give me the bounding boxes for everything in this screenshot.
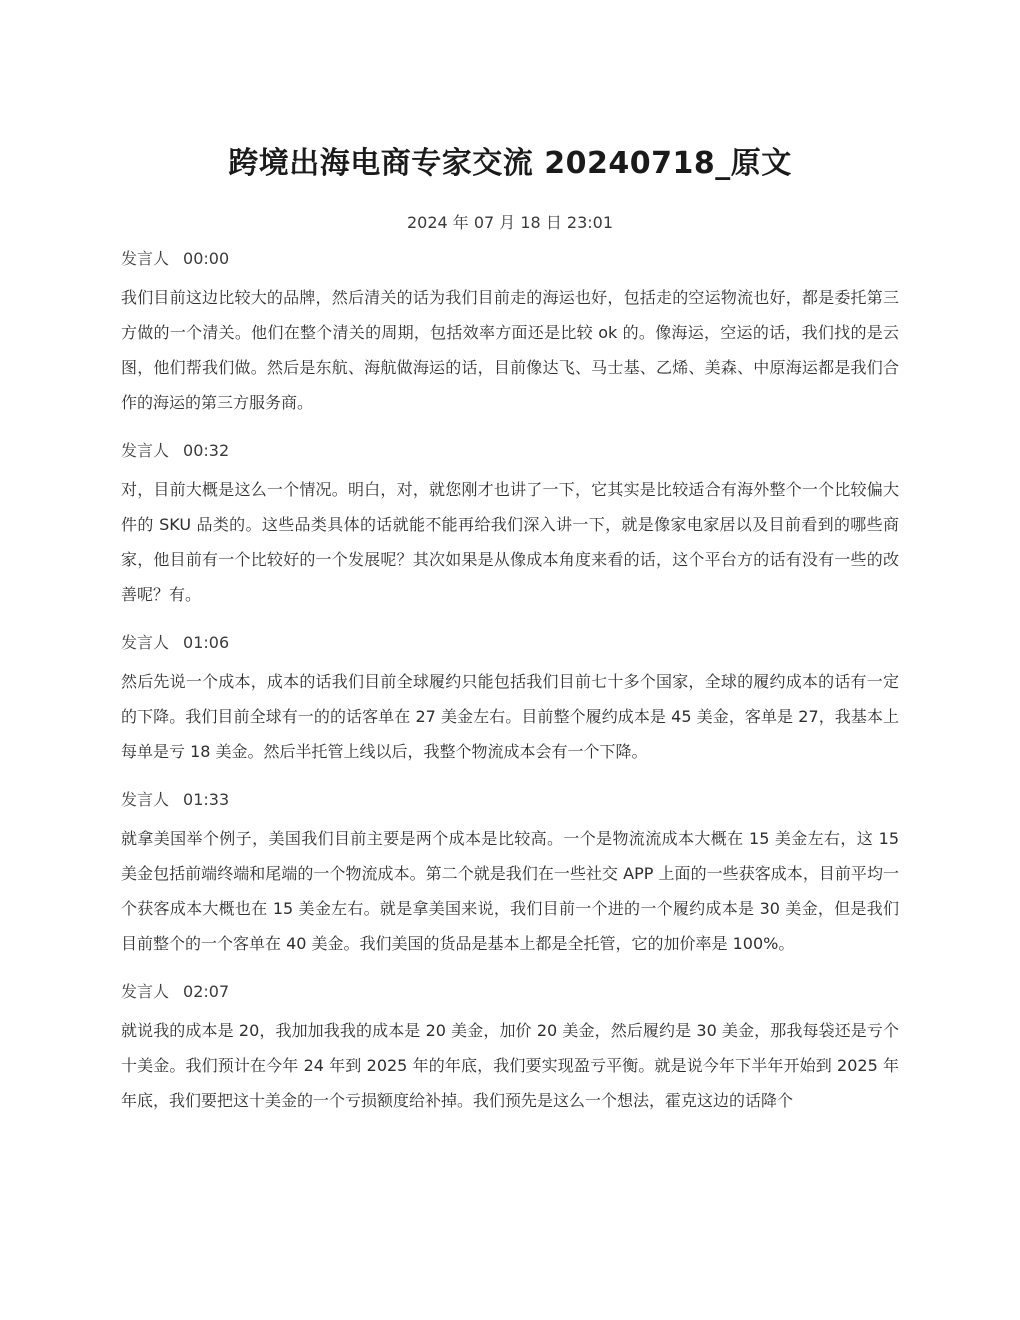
speaker-line — [121, 630, 899, 656]
transcript-segment — [121, 630, 899, 769]
speaker-label: 发言人 — [121, 982, 170, 1001]
transcript-segment — [121, 246, 899, 420]
timestamp: 01:33 — [183, 790, 230, 809]
speaker-line — [121, 979, 899, 1005]
speaker-line — [121, 787, 899, 813]
transcript-segment — [121, 787, 899, 961]
document-page — [121, 0, 899, 1320]
speaker-label: 发言人 — [121, 441, 170, 460]
speech-text: 就说我的成本是 20，我加加我我的成本是 20 美金，加价 20 美金，然后履约是 30 美金，那我每袋还是亏个十美金。我们预计在今年 24 年到 2025 年的年底，我们要实现盈亏平衡。就是说今年下半年开始到 2025 年年底，我们要把这十美金的一个亏损额度给补掉。我们预先是这么一个想法，霍克这边的话降个 — [121, 1021, 899, 1110]
timestamp: 00:32 — [183, 441, 230, 460]
transcript-segment — [121, 438, 899, 612]
speaker-label: 发言人 — [121, 790, 170, 809]
speech-text: 就拿美国举个例子，美国我们目前主要是两个成本是比较高。一个是物流流成本大概在 15 美金左右，这 15 美金包括前端终端和尾端的一个物流成本。第二个就是我们在一些社交 APP 上面的一些获客成本，目前平均一个获客成本大概也在 15 美金左右。就是拿美国来说，我们目前一个进的一个履约成本是 30 美金，但是我们目前整个的一个客单在 40 美金。我们美国的货品是基本上都是全托管，它的加价率是 100%。 — [121, 829, 899, 953]
document-date: 2024 年 07 月 18 日 23:01 — [406, 213, 614, 232]
transcript-segment — [121, 979, 899, 1118]
timestamp: 02:07 — [183, 982, 230, 1001]
speaker-line — [121, 246, 899, 272]
speaker-label: 发言人 — [121, 249, 170, 268]
speech-text: 然后先说一个成本，成本的话我们目前全球履约只能包括我们目前七十多个国家，全球的履约成本的话有一定的下降。我们目前全球有一的的话客单在 27 美金左右。目前整个履约成本是 45 美金，客单是 27，我基本上每单是亏 18 美金。然后半托管上线以后，我整个物流成本会有一个下降。 — [121, 672, 899, 761]
speaker-line — [121, 438, 899, 464]
timestamp: 00:00 — [183, 249, 230, 268]
timestamp: 01:06 — [183, 633, 230, 652]
speaker-label: 发言人 — [121, 633, 170, 652]
speech-text: 对，目前大概是这么一个情况。明白，对，就您刚才也讲了一下，它其实是比较适合有海外整个一个比较偏大件的 SKU 品类的。这些品类具体的话就能不能再给我们深入讲一下，就是像家电家居以及目前看到的哪些商家，他目前有一个比较好的一个发展呢？其次如果是从像成本角度来看的话，这个平台方的话有没有一些的改善呢？有。 — [121, 480, 899, 604]
transcript — [121, 246, 899, 1136]
document-title: 跨境出海电商专家交流 20240718_原文 — [228, 146, 792, 181]
speech-text: 我们目前这边比较大的品牌，然后清关的话为我们目前走的海运也好，包括走的空运物流也好，都是委托第三方做的一个清关。他们在整个清关的周期，包括效率方面还是比较 ok 的。像海运，空运的话，我们找的是云图，他们帮我们做。然后是东航、海航做海运的话，目前像达飞、马士基、乙烯、美森、中原海运都是我们合作的海运的第三方服务商。 — [121, 288, 899, 412]
